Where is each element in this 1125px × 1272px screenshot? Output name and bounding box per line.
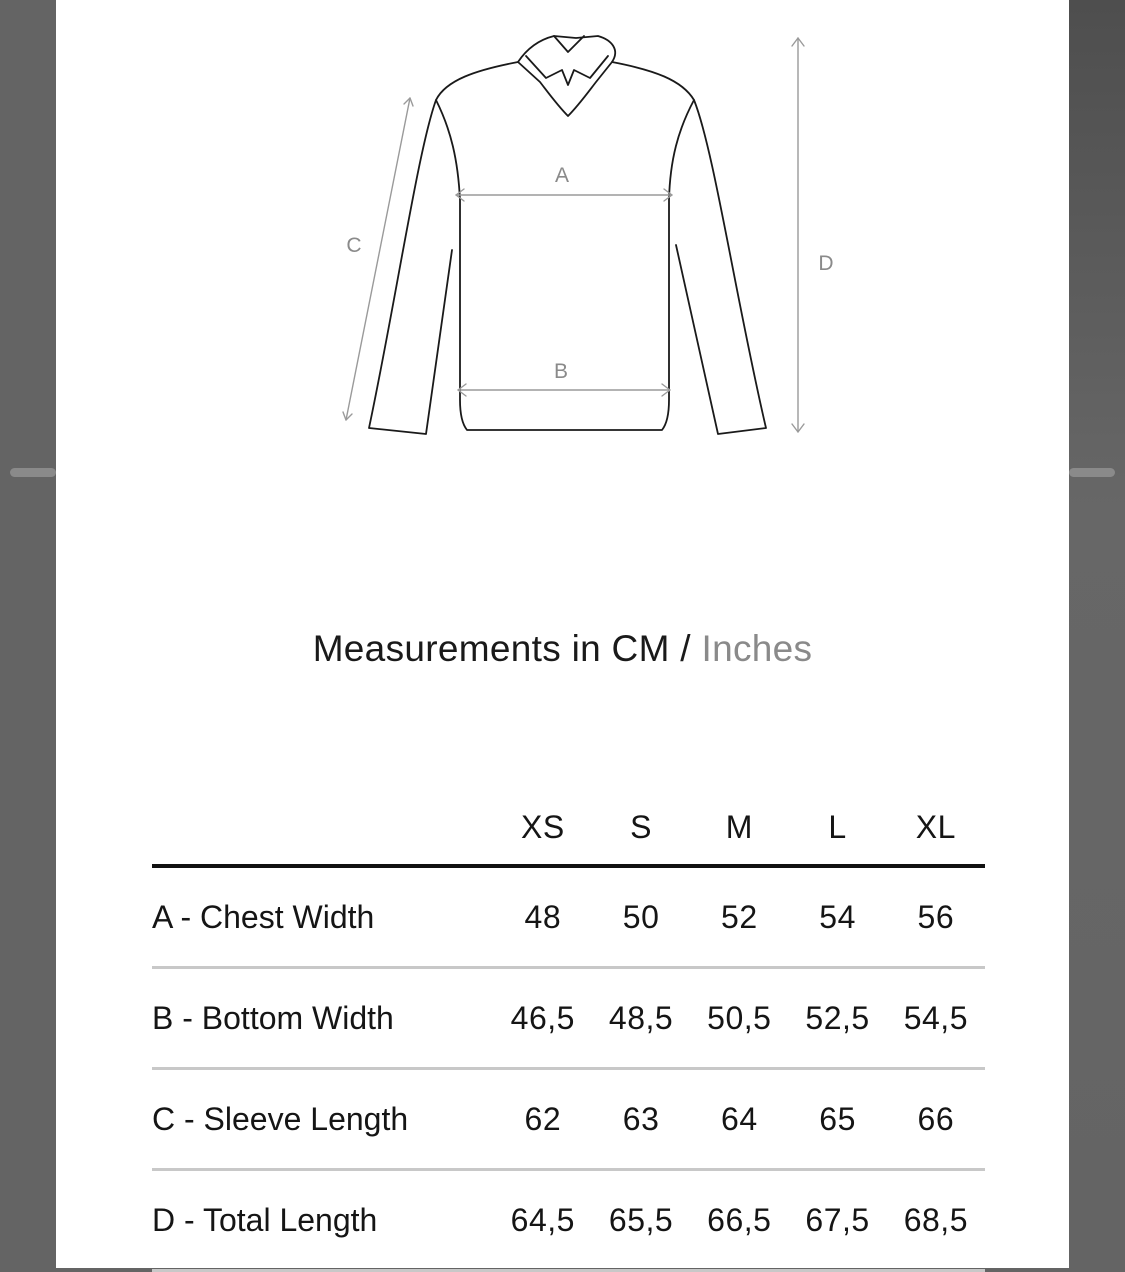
size-guide-sheet xyxy=(56,0,1069,1268)
table-cell: 66 xyxy=(917,1100,955,1137)
size-header: L xyxy=(828,808,847,845)
size-header-row xyxy=(152,790,985,866)
size-header: XS xyxy=(520,808,565,845)
label-c: C xyxy=(346,234,362,257)
table-cell: 65 xyxy=(819,1100,856,1137)
label-d: D xyxy=(818,252,834,275)
size-header: XL xyxy=(915,808,956,845)
size-header: S xyxy=(630,808,652,845)
unit-toggle xyxy=(56,628,1069,670)
table-cell: 46,5 xyxy=(510,999,575,1036)
size-header: M xyxy=(725,808,753,845)
table-cell: 48 xyxy=(524,898,562,935)
table-row xyxy=(152,866,985,968)
table-cell: 68,5 xyxy=(903,1201,968,1238)
table-cell: 62 xyxy=(524,1100,562,1137)
unit-cm-option[interactable]: Measurements in CM xyxy=(312,628,670,669)
table-cell: 48,5 xyxy=(608,999,674,1036)
unit-separator: / xyxy=(680,628,691,669)
table-cell: 64 xyxy=(721,1100,758,1137)
table-cell: 67,5 xyxy=(805,1201,870,1238)
table-row xyxy=(152,1170,985,1271)
table-cell: 54,5 xyxy=(903,999,968,1036)
table-cell: 52,5 xyxy=(805,999,870,1036)
table-cell: 56 xyxy=(917,898,955,935)
table-cell: 65,5 xyxy=(608,1201,674,1238)
table-row xyxy=(152,968,985,1069)
table-row xyxy=(152,1069,985,1170)
table-cell: 66,5 xyxy=(707,1201,772,1238)
table-cell: 63 xyxy=(622,1100,660,1137)
header-spacer xyxy=(152,790,494,866)
row-label: A - Chest Width xyxy=(152,898,375,935)
label-b: B xyxy=(553,360,569,383)
row-label: B - Bottom Width xyxy=(152,999,394,1036)
table-cell: 50,5 xyxy=(707,999,772,1036)
unit-inches-option[interactable]: Inches xyxy=(701,628,813,669)
shirt-outline-icon xyxy=(56,0,1069,470)
table-cell: 52 xyxy=(721,898,758,935)
right-drag-handle xyxy=(1069,468,1115,477)
table-cell: 50 xyxy=(622,898,660,935)
row-label: D - Total Length xyxy=(152,1201,378,1238)
row-label: C - Sleeve Length xyxy=(152,1100,409,1137)
left-drag-handle xyxy=(10,468,56,477)
backdrop-right xyxy=(1069,0,1125,1268)
table-cell: 64,5 xyxy=(510,1201,575,1238)
size-chart-table xyxy=(152,790,985,1272)
table-cell: 54 xyxy=(819,898,856,935)
label-a: A xyxy=(554,164,570,187)
